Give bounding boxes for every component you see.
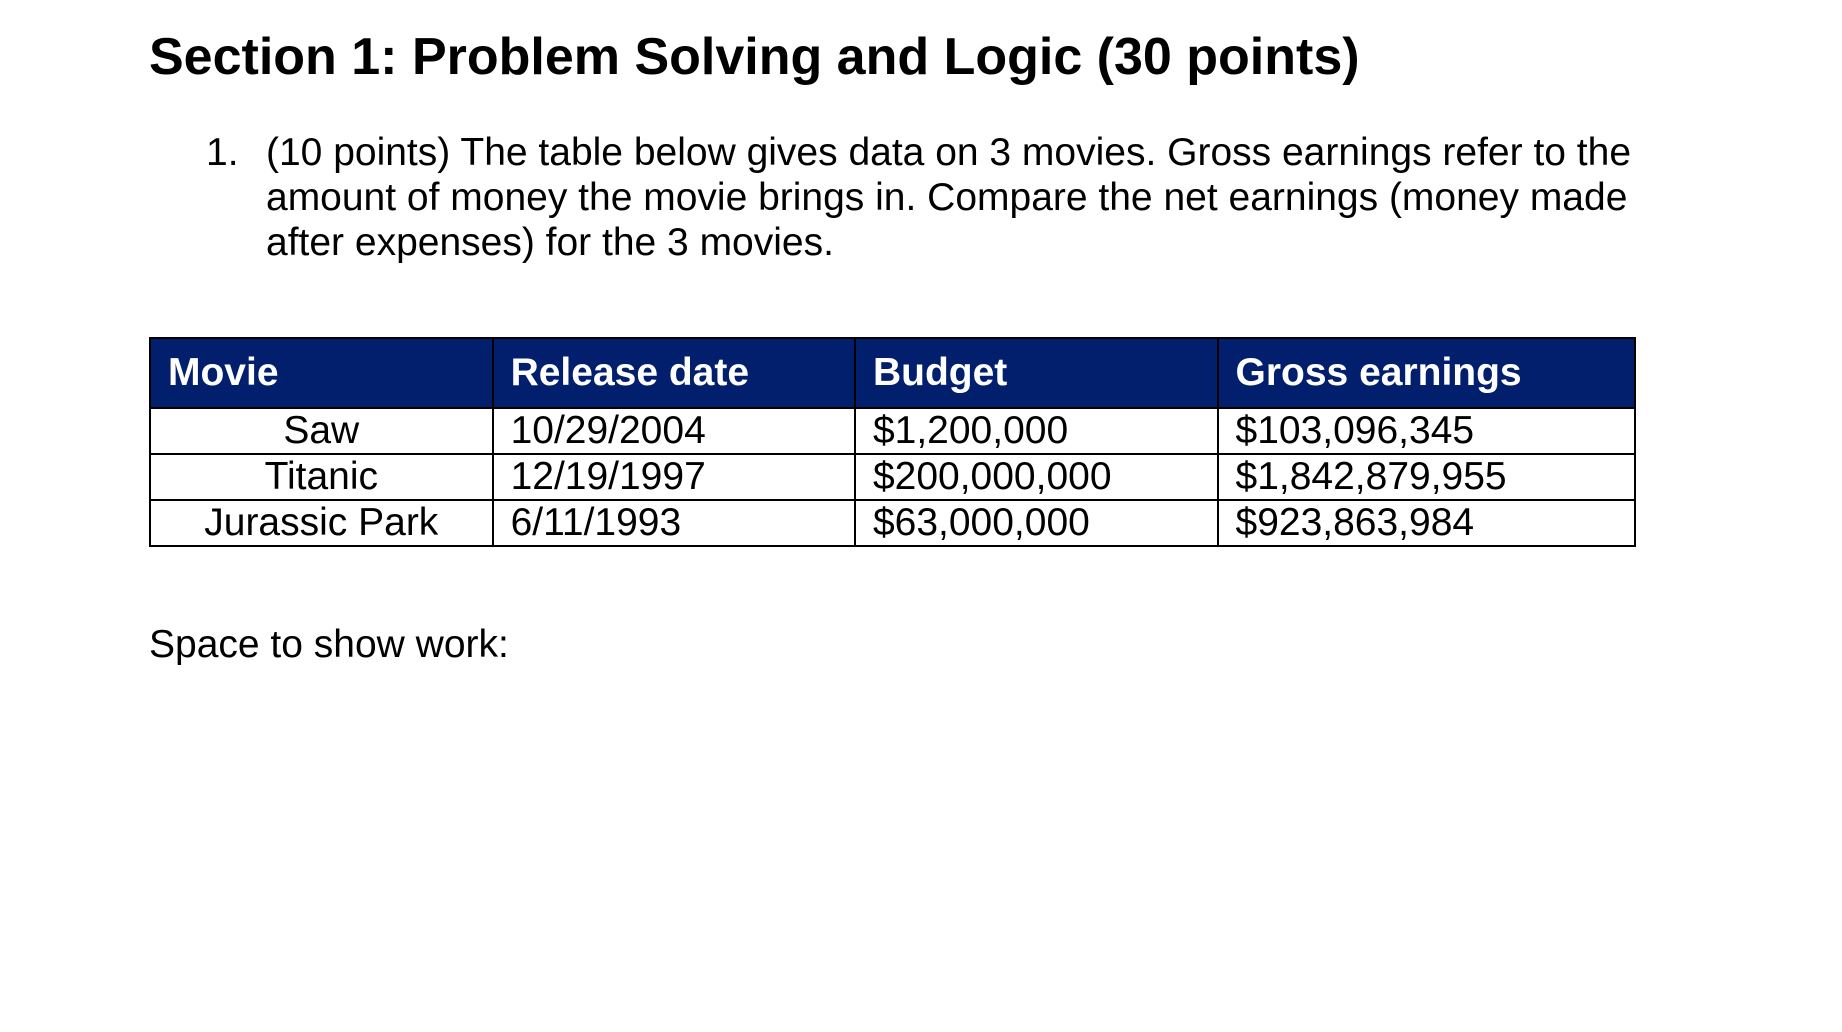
budget-cell: $200,000,000 bbox=[855, 454, 1218, 500]
movie-title-cell: Saw bbox=[150, 408, 493, 454]
header-release-date: Release date bbox=[493, 338, 855, 408]
header-movie: Movie bbox=[150, 338, 493, 408]
section-title: Section 1: Problem Solving and Logic (30 points) bbox=[149, 28, 1360, 86]
release-date-cell: 6/11/1993 bbox=[493, 500, 855, 546]
release-date-cell: 10/29/2004 bbox=[493, 408, 855, 454]
table-row bbox=[150, 408, 1635, 454]
header-gross-earnings: Gross earnings bbox=[1218, 338, 1635, 408]
budget-cell: $1,200,000 bbox=[855, 408, 1218, 454]
header-budget: Budget bbox=[855, 338, 1218, 408]
gross-earnings-cell: $1,842,879,955 bbox=[1218, 454, 1635, 500]
budget-cell: $63,000,000 bbox=[855, 500, 1218, 546]
table-row bbox=[150, 500, 1635, 546]
movie-title-cell: Titanic bbox=[150, 454, 493, 500]
gross-earnings-cell: $103,096,345 bbox=[1218, 408, 1635, 454]
release-date-cell: 12/19/1997 bbox=[493, 454, 855, 500]
work-space-label: Space to show work: bbox=[149, 623, 509, 666]
movies-table bbox=[149, 337, 1636, 547]
table-row bbox=[150, 454, 1635, 500]
table-header-row bbox=[150, 338, 1635, 408]
question-number: 1. bbox=[206, 131, 239, 174]
question-text: (10 points) The table below gives data on 3 movies. Gross earnings refer to the amount of money the movie brings in. Compare the net earnings (money made after expenses) for the 3 movies. bbox=[266, 131, 1632, 264]
gross-earnings-cell: $923,863,984 bbox=[1218, 500, 1635, 546]
movie-title-cell: Jurassic Park bbox=[150, 500, 493, 546]
